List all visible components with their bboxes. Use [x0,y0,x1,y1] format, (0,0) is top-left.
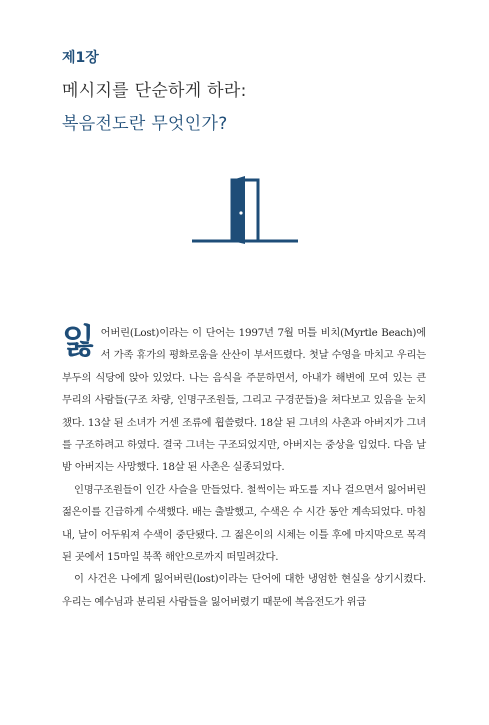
chapter-label: 제1장 [62,50,99,66]
paragraph-3: 이 사건은 나에게 잃어버린(lost)이라는 단어에 대한 냉엄한 현실을 상기시켰다. 우리는 예수님과 분리된 사람들을 잃어버렸기 때문에 복음전도가 위급 [62,573,426,608]
body-text [62,322,426,613]
chapter-title-line2: 복음전도란 무엇인가? [62,114,228,134]
paragraph-1 [62,322,426,479]
chapter-title-line1: 메시지를 단순하게 하라: [62,81,247,101]
open-door-icon [192,176,298,244]
drop-cap: 잃 [62,322,95,362]
paragraph-1-text: 어버린(Lost)이라는 이 단어는 1997년 7월 머틀 비치(Myrtle Beach)에서 가족 휴가의 평화로움을 산산이 부서뜨렸다. 첫날 수영을 마치고 우리는 부두의 식당에 앉아 있었다. 나는 음식을 주문하면서, 아내가 해변에 모여 있는 큰 무리의 사람들(구조 차량, 인명구조원들, 그리고 구경꾼들)을 쳐다보고 있음을 눈치챘다. 13살 된 소녀가 거센 조류에 휩쓸렸다. 18살 된 그녀의 사촌과 아버지가 그녀를 구조하려고 하였다. 결국 그녀는 구조되었지만, 아버지는 중상을 입었다. 다음 날 밤 아버지는 사망했다. 18살 된 사촌은 실종되었다. [62,327,426,474]
paragraph-2: 인명구조원들이 인간 사슬을 만들었다. 철썩이는 파도를 지나 걸으면서 잃어버린 젊은이를 긴급하게 수색했다. 배는 출발했고, 수색은 수 시간 동안 계속되었다. 마침내, 날이 어두워져 수색이 중단됐다. 그 젊은이의 시체는 이틀 후에 마지막으로 목격된 곳에서 15마일 북쪽 해안으로까지 떠밀려갔다. [62,483,426,564]
